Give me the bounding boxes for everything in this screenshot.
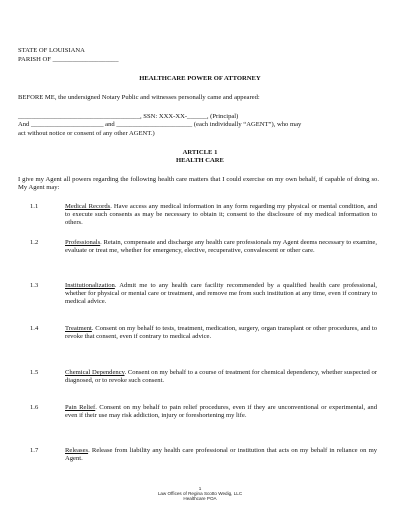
section-institutionalization xyxy=(65,282,377,307)
section-professionals xyxy=(65,239,377,255)
document-title: HEALTHCARE POWER OF ATTORNEY xyxy=(139,75,261,82)
section-number: 1.2 xyxy=(30,239,39,246)
section-title: Chemical Dependency xyxy=(65,369,125,376)
section-pain-relief xyxy=(65,404,377,420)
page-number: 1 xyxy=(198,486,202,491)
section-text: . Release from liability any health care professional or institution that acts on my behalf in reliance on my Agent. xyxy=(65,447,377,463)
section-text: . Retain, compensate and discharge any health care professionals my Agent deems necessary to examine, evaluate or treat me, whether for emergency, elective, recuperative, convalescent or other care. xyxy=(65,239,377,255)
section-medical-records xyxy=(65,203,377,228)
principal-line: _____________________________________, SSN: XXX-XX-______, (Principal) xyxy=(18,113,239,120)
section-title: Releases xyxy=(65,447,89,454)
section-title: Institutionalization xyxy=(65,282,115,289)
article-heading: HEALTH CARE xyxy=(176,157,224,164)
section-releases xyxy=(65,447,377,463)
section-chemical-dependency xyxy=(65,369,377,385)
section-treatment xyxy=(65,325,377,341)
article-number: ARTICLE 1 xyxy=(182,149,218,156)
section-text: . Admit me to any health care facility recommended by a qualified health care professional, whether for physical or mental care or treatment, and remove me from such institution at any time, even if contrary to medical advice. xyxy=(65,282,377,306)
agent-line-continued: act without notice or consent of any other AGENT.) xyxy=(18,130,155,137)
footer-firm: Law Offices of Regina Scotto Wedig, LLC xyxy=(157,491,243,496)
section-number: 1.3 xyxy=(30,282,39,289)
section-text: . Consent on my behalf to a course of treatment for chemical dependency, whether suspected or diagnosed, or to revoke such consent. xyxy=(65,369,377,385)
section-number: 1.7 xyxy=(30,447,39,454)
section-number: 1.6 xyxy=(30,404,39,411)
section-title: Professionals xyxy=(65,239,101,246)
section-title: Medical Records xyxy=(65,203,111,210)
grant-paragraph: I give my Agent all powers regarding the following health care matters that I could exercise on my own behalf, if capable of doing so. My Agent may: xyxy=(18,176,379,192)
state-heading: STATE OF LOUISIANA xyxy=(18,47,85,54)
agent-line: And ______________________ and _______________________ (each individually “AGENT”), who may xyxy=(18,121,302,128)
section-text: . Consent on my behalf to pain relief procedures, even if they are unconventional or experimental, and even if their use may risk addiction, injury or foreshortening my life. xyxy=(65,404,378,420)
section-number: 1.1 xyxy=(30,203,39,210)
section-text: . Have access any medical information in any form regarding my physical or mental condition, and to execute such consents as may be necessary to obtain it; consent to the disclosure of my medical information to others. xyxy=(65,203,377,227)
section-number: 1.4 xyxy=(30,325,39,332)
section-number: 1.5 xyxy=(30,369,39,376)
section-title: Treatment xyxy=(65,325,92,332)
intro-paragraph: BEFORE ME, the undersigned Notary Public and witnesses personally came and appeared: xyxy=(18,94,260,101)
parish-heading: PARISH OF ____________________ xyxy=(18,56,119,63)
section-title: Pain Relief xyxy=(65,404,96,411)
section-text: . Consent on my behalf to tests, treatment, medication, surgery, organ transplant or other procedures, and to revoke that consent, even if contrary to medical advice. xyxy=(65,325,377,341)
footer-doc-name: Healthcare POA xyxy=(183,496,217,501)
